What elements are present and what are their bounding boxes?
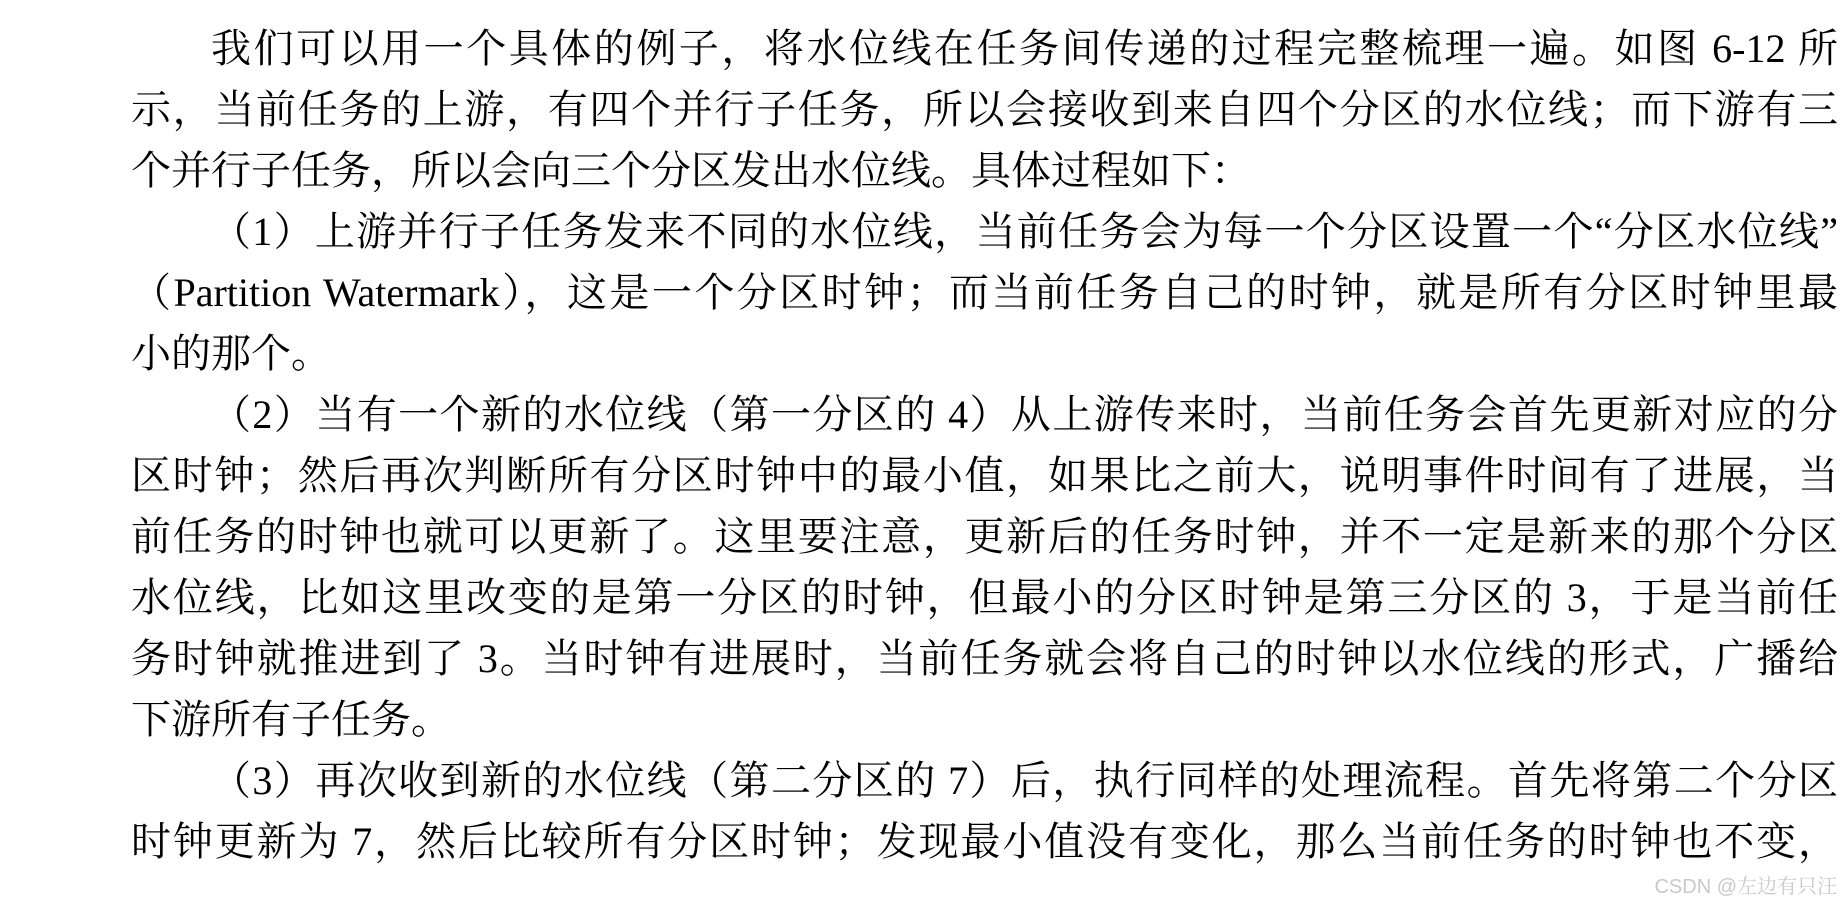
text-line: 我们可以用一个具体的例子，将水位线在任务间传递的过程完整梳理一遍。如图 6-12 所 — [211, 26, 1838, 71]
text-line: 务时钟就推进到了 3。当时钟有进展时，当前任务就会将自己的时钟以水位线的形式，广播给 — [131, 636, 1838, 681]
text-line: （3）再次收到新的水位线（第二分区的 7）后，执行同样的处理流程。首先将第二个分区 — [211, 758, 1838, 803]
text-line: 时钟更新为 7，然后比较所有分区时钟；发现最小值没有变化，那么当前任务的时钟也不变， — [131, 819, 1838, 864]
text-line: 个并行子任务，所以会向三个分区发出水位线。具体过程如下： — [131, 148, 1251, 193]
text-line: （1）上游并行子任务发来不同的水位线，当前任务会为每一个分区设置一个“分区水位线” — [211, 209, 1838, 254]
body-text — [131, 18, 1838, 872]
text-line: 示，当前任务的上游，有四个并行子任务，所以会接收到来自四个分区的水位线；而下游有三 — [131, 87, 1838, 132]
text-line: 前任务的时钟也就可以更新了。这里要注意，更新后的任务时钟，并不一定是新来的那个分区 — [131, 514, 1838, 559]
text-line: （2）当有一个新的水位线（第一分区的 4）从上游传来时，当前任务会首先更新对应的分 — [211, 392, 1838, 437]
text-line: 下游所有子任务。 — [131, 697, 451, 742]
text-line: 小的那个。 — [131, 331, 331, 376]
text-line: 区时钟；然后再次判断所有分区时钟中的最小值，如果比之前大，说明事件时间有了进展，当 — [131, 453, 1838, 498]
text-line: 水位线，比如这里改变的是第一分区的时钟，但最小的分区时钟是第三分区的 3，于是当前任 — [131, 575, 1838, 620]
text-line: （Partition Watermark），这是一个分区时钟；而当前任务自己的时钟，就是所有分区时钟里最 — [131, 270, 1838, 315]
csdn-watermark: CSDN @左边有只汪 — [1654, 876, 1837, 898]
